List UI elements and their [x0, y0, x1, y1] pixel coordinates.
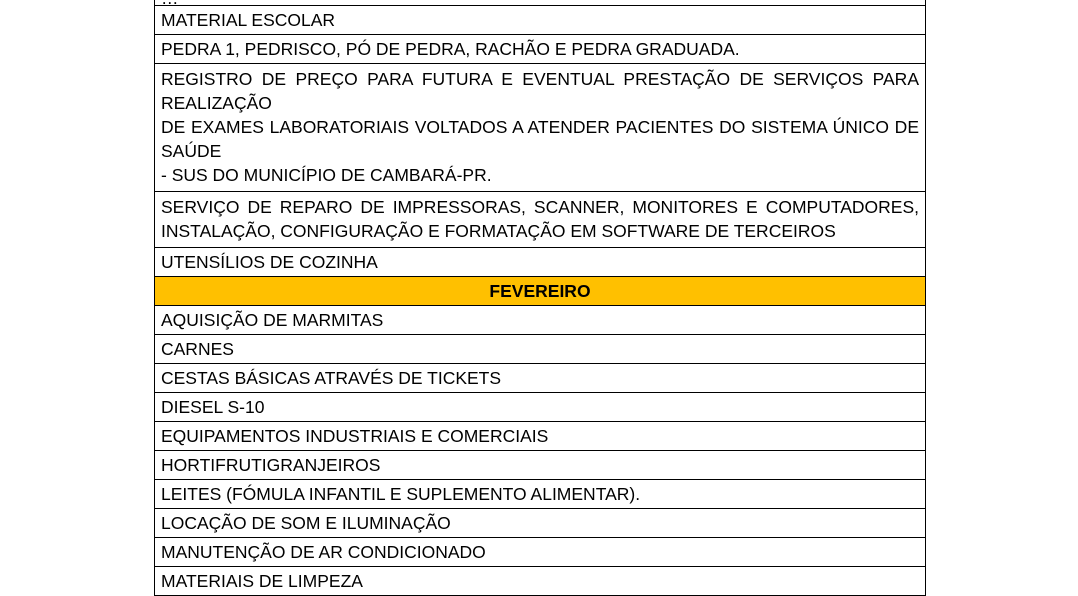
row-line: DE EXAMES LABORATORIAIS VOLTADOS A ATENDER PACIENTES DO SISTEMA ÚNICO DE SAÚDE	[161, 117, 919, 161]
row-line: SERVIÇO DE REPARO DE IMPRESSORAS, SCANNER, MONITORES E COMPUTADORES,	[161, 197, 919, 217]
procurement-table	[154, 0, 926, 596]
table-row: MATERIAIS DE LIMPEZA	[155, 567, 925, 596]
table-row: AQUISIÇÃO DE MARMITAS	[155, 306, 925, 335]
row-line: REGISTRO DE PREÇO PARA FUTURA E EVENTUAL PRESTAÇÃO DE SERVIÇOS PARA REALIZAÇÃO	[161, 69, 919, 113]
section-header-month: FEVEREIRO	[155, 277, 925, 306]
table-row: HORTIFRUTIGRANJEIROS	[155, 451, 925, 480]
table-row: PEDRA 1, PEDRISCO, PÓ DE PEDRA, RACHÃO E PEDRA GRADUADA.	[155, 35, 925, 64]
table-row-multiline	[155, 192, 925, 248]
table-row: CARNES	[155, 335, 925, 364]
table-row: LEITES (FÓMULA INFANTIL E SUPLEMENTO ALIMENTAR).	[155, 480, 925, 509]
table-row: MANUTENÇÃO DE AR CONDICIONADO	[155, 538, 925, 567]
table-row-multiline	[155, 64, 925, 192]
table-row: CESTAS BÁSICAS ATRAVÉS DE TICKETS	[155, 364, 925, 393]
row-line: INSTALAÇÃO, CONFIGURAÇÃO E FORMATAÇÃO EM SOFTWARE DE TERCEIROS	[161, 221, 836, 241]
table-row: MATERIAL ESCOLAR	[155, 6, 925, 35]
table-row: UTENSÍLIOS DE COZINHA	[155, 248, 925, 277]
table-row: DIESEL S-10	[155, 393, 925, 422]
row-line: - SUS DO MUNICÍPIO DE CAMBARÁ-PR.	[161, 165, 492, 185]
table-row: EQUIPAMENTOS INDUSTRIAIS E COMERCIAIS	[155, 422, 925, 451]
table-row: LOCAÇÃO DE SOM E ILUMINAÇÃO	[155, 509, 925, 538]
